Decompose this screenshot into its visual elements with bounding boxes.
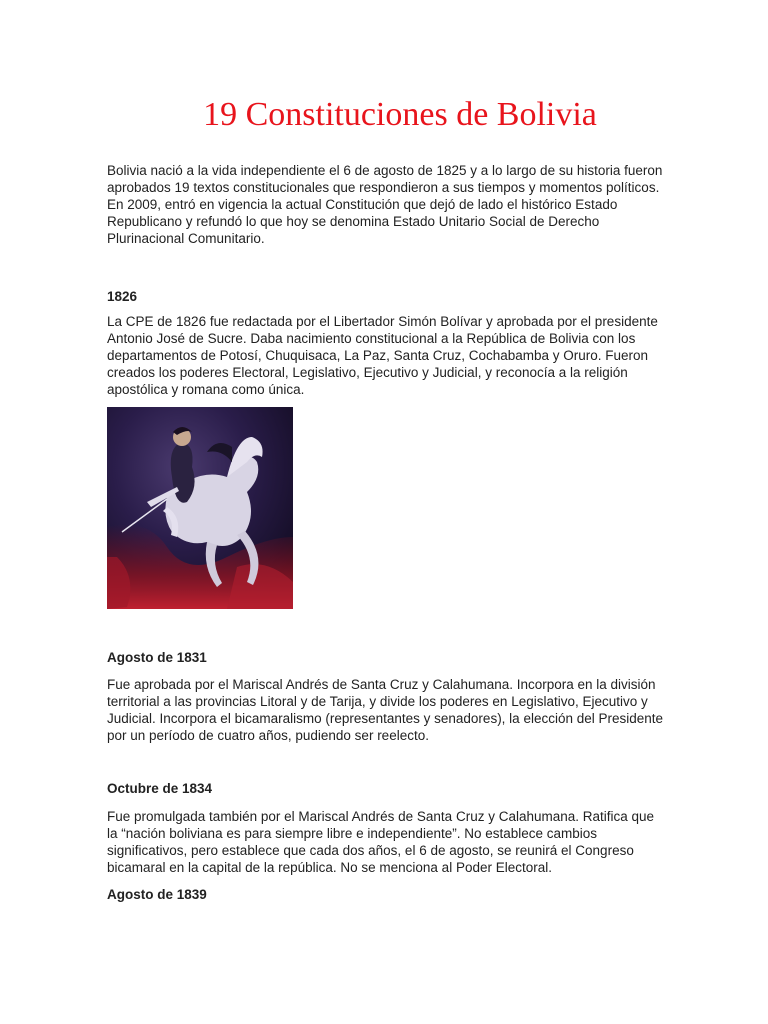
section-heading-1831: Agosto de 1831 — [107, 650, 207, 665]
page-title: 19 Constituciones de Bolivia — [203, 96, 597, 133]
section-heading-1839: Agosto de 1839 — [107, 887, 207, 902]
section-body-1826: La CPE de 1826 fue redactada por el Libertador Simón Bolívar y aprobada por el presidente Antonio José de Sucre. Daba nacimiento constitucional a la República de Bolivia con los departamentos de Potosí, Chuquisaca, La Paz, Santa Cruz, Cochabamba y Oruro. Fueron creados los poderes Electoral, Legislativo, Ejecutivo y Judicial, y reconocía a la religión apostólica y romana como única. — [107, 314, 658, 397]
section-heading-1834: Octubre de 1834 — [107, 781, 213, 796]
section-body-1834: Fue promulgada también por el Mariscal Andrés de Santa Cruz y Calahumana. Ratifica que la “nación boliviana es para siempre libre e independiente”. No establece cambios significativos, pero establece que cada dos años, el 6 de agosto, se reunirá el Congreso bicamaral en la capital de la república. No se menciona al Poder Electoral. — [107, 809, 655, 875]
section-heading-1826: 1826 — [107, 289, 138, 304]
intro-paragraph: Bolivia nació a la vida independiente el 6 de agosto de 1825 y a lo largo de su historia fueron aprobados 19 textos constitucionales que respondieron a sus tiempos y momentos políticos. En 2009, entró en vigencia la actual Constitución que dejó de lado el histórico Estado Republicano y refundó lo que hoy se denomina Estado Unitario Social de Derecho Plurinacional Comunitario. — [107, 163, 663, 246]
bolivar-painting — [107, 407, 293, 609]
section-body-1831: Fue aprobada por el Mariscal Andrés de Santa Cruz y Calahumana. Incorpora en la división territorial a las provincias Litoral y de Tarija, y divide los poderes en Legislativo, Ejecutivo y Judicial. Incorpora el bicamaralismo (representantes y senadores), la elección del Presidente por un período de cuatro años, pudiendo ser reelecto. — [107, 677, 664, 743]
